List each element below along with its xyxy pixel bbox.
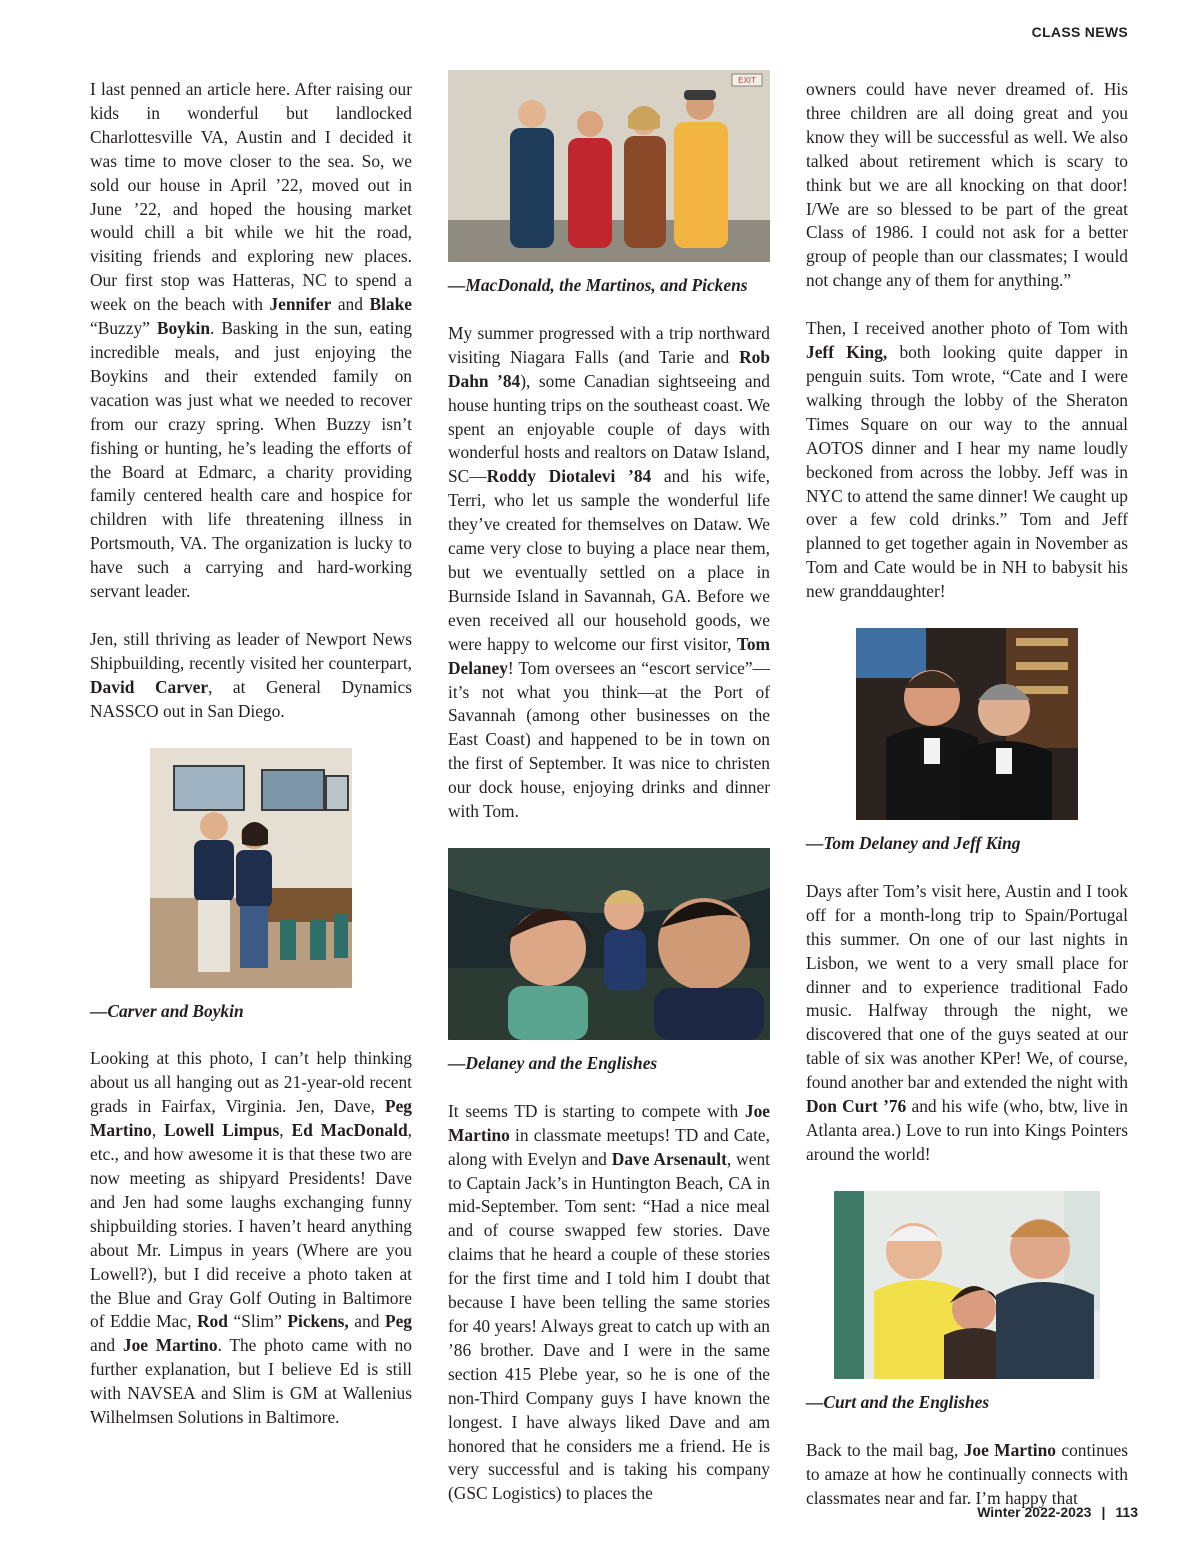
- photo-carver-boykin-art: [150, 748, 352, 988]
- caption-king: —Tom Delaney and Jeff King: [806, 833, 1021, 854]
- paragraph: Days after Tom’s visit here, Austin and I took off for a month-long trip to Spain/Portugal this summer. On one of our last nights in Lisbon, we went to a very small place for dinner and to experience traditional Fado music. Halfway through the night, we discovered that one of the guys seated at our table of six was another KPer! We, of course, found another bar and extended the night with Don Curt ’76 and his wife (who, btw, live in Atlanta area.) Love to run into Kings Pointers around the world!: [806, 880, 1128, 1164]
- paragraph: owners could have never dreamed of. His three children are all doing great and you know they will be successful as well. We also talked about retirement which is scary to think but we are all knocking on that door! I/We are so blessed to be part of the great Class of 1986. I could not ask for a better group of people than our classmates; I would not change any of them for anything.”: [806, 79, 1128, 291]
- exit-sign-text: EXIT: [738, 76, 756, 85]
- paragraph: Looking at this photo, I can’t help thinking about us all hanging out as 21-year-old recent grads in Fairfax, Virginia. Jen, Dave, Peg Martino, Lowell Limpus, Ed MacDonald, etc., and how awesome it is that these two are now meeting as shipyard Presidents! Dave and Jen had some laughs exchanging funny shipbuilding stories. I haven’t heard anything about Mr. Limpus in years (Where are you Lowell?), but I did receive a photo taken at the Blue and Gray Golf Outing in Baltimore of Eddie Mac, Rod “Slim” Pickens, and Peg and Joe Martino. The photo came with no further explanation, but I believe Ed is still with NAVSEA and Slim is GM at Wallenius Wilhelmsen Solutions in Baltimore.: [90, 1048, 413, 1428]
- paragraph: Jen, still thriving as leader of Newport News Shipbuilding, recently visited her counterpart, David Carver, at General Dynamics NASSCO out in San Diego.: [90, 628, 412, 721]
- caption-curt: —Curt and the Englishes: [806, 1391, 990, 1412]
- caption-delaney: —Delaney and the Englishes: [448, 1052, 658, 1073]
- photo-macdonald-art: [448, 70, 770, 262]
- photo-king-art: [856, 628, 1078, 820]
- photo-delaney-king: [856, 628, 1078, 820]
- paragraph: My summer progressed with a trip northward visiting Niagara Falls (and Tarie and Rob Dahn ’84), some Canadian sightseeing and house hunting trips on the southeast coast. We spent an enjoyable couple of days with wonderful hosts and realtors on Dataw Island, SC—Roddy Diotalevi ’84 and his wife, Terri, who let us sample the wonderful life they’ve created for themselves on Dataw. We came very close to buying a place near them, but we eventually settled on a place in Burnside Island in Savannah, GA. Before we even received all our household goods, we were happy to welcome our first visitor, Tom Delaney! Tom oversees an “escort service”—it’s not what you think—at the Port of Savannah (among other businesses on the East Coast) and happened to be in town on the first of September. It was nice to christen our dock house, enjoying drinks and dinner with Tom.: [448, 322, 770, 822]
- footer-separator: |: [1101, 1504, 1106, 1520]
- caption-carver-boykin: —Carver and Boykin: [90, 1000, 244, 1021]
- paragraph: It seems TD is starting to compete with Joe Martino in classmate meetups! TD and Cate, along with Evelyn and Dave Arsenault, went to Captain Jack’s in Huntington Beach, CA in mid-September. Tom sent: “Had a nice meal and of course swapped few stories. Dave claims that he heard a couple of these stories for the first time and I told him I doubt that because I have been telling the same stories for 40 years! Always great to catch up with an ’86 brother. Dave and I were in the same section 415 Plebe year, so he is one of the non-Third Company guys I have known the longest. I have always liked Dave and am honored that he considers me a friend. He is very successful and is taking his company (GSC Logistics) to places the: [448, 1100, 770, 1504]
- page-number: 113: [1115, 1504, 1138, 1520]
- photo-carver-boykin: [150, 748, 352, 988]
- issue-label: Winter 2022-2023: [977, 1504, 1092, 1520]
- column-1: [90, 78, 412, 1454]
- photo-curt-art: [834, 1191, 1100, 1379]
- photo-curt-englishes: [834, 1191, 1100, 1379]
- paragraph: I last penned an article here. After raising our kids in wonderful but landlocked Charlottesville VA, Austin and I decided it was time to move closer to the sea. So, we sold our house in April ’22, moved out in June ’22, and hoped the housing market would chill a bit while we hit the road, visiting friends and exploring new places. Our first stop was Hatteras, NC to spend a week on the beach with Jennifer and Blake “Buzzy” Boykin. Basking in the sun, eating incredible meals, and just enjoying the Boykins and their extended family on vacation was just what we needed to recover from our crazy spring. When Buzzy isn’t fishing or hunting, he’s leading the efforts of the Board at Edmarc, a charity providing family centered health care and hospice for children with life threatening illness in Portsmouth, VA. The organization is lucky to have such a carrying and hard-working servant leader.: [90, 79, 413, 602]
- paragraph: Then, I received another photo of Tom with Jeff King, both looking quite dapper in penguin suits. Tom wrote, “Cate and I were walking through the lobby of the Sheraton Times Square on our way to the annual AOTOS dinner and I hear my name loudly beckoned from across the lobby. Jeff was in NYC to attend the same dinner! We caught up over a few cold drinks.” Tom and Jeff planned to get together again in November as Tom and Cate would be in NH to babysit his new granddaughter!: [806, 318, 1128, 602]
- column-2: [448, 78, 770, 1530]
- photo-delaney-art: [448, 848, 770, 1040]
- paragraph: Back to the mail bag, Joe Martino continues to amaze at how he continually connects with classmates near and far. I’m happy that: [806, 1439, 1128, 1508]
- section-label: CLASS NEWS: [1031, 24, 1128, 40]
- column-3: [806, 78, 1128, 1534]
- caption-macdonald: —MacDonald, the Martinos, and Pickens: [448, 275, 748, 295]
- photo-macdonald-martinos-pickens: [448, 70, 770, 262]
- page-footer: [977, 1504, 1138, 1520]
- photo-delaney-englishes: [448, 848, 770, 1040]
